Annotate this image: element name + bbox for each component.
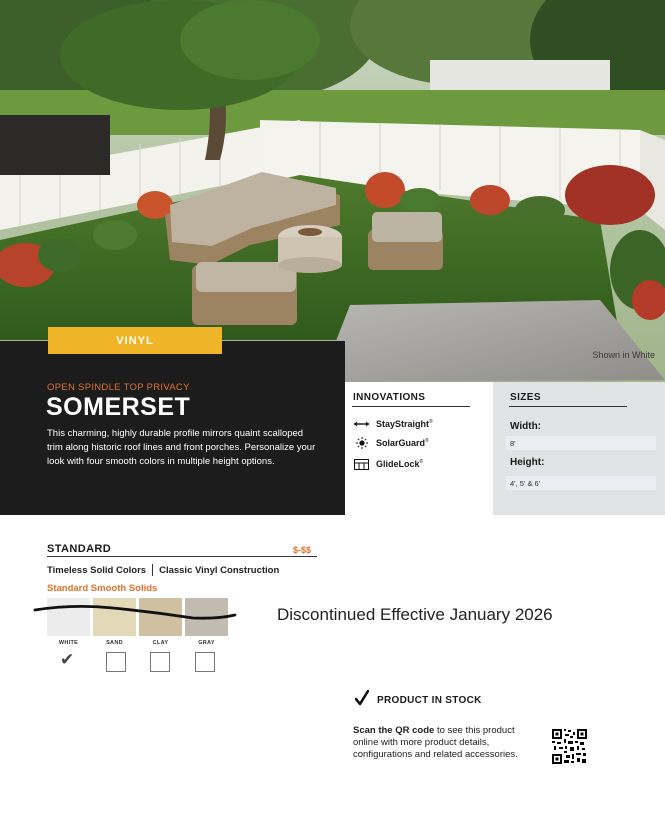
price-range: $-$$ <box>293 545 312 555</box>
product-description: This charming, highly durable profile mirrors quaint scalloped trim along historic roof lines and front porches. Personalize your look with four smooth colors in multiple height options. <box>47 428 316 467</box>
lock-rail-icon <box>353 458 370 470</box>
innovation-solarguard <box>353 437 429 449</box>
innovation-staystraight <box>353 418 433 430</box>
subtitle-separator <box>152 564 153 576</box>
height-label: Height: <box>510 457 545 468</box>
registered-mark: ® <box>419 459 424 465</box>
sizes-title: SIZES <box>510 392 541 403</box>
shown-in-caption: Shown in White <box>592 350 655 360</box>
standard-divider <box>47 556 317 557</box>
discontinued-notice: Discontinued Effective January 2026 <box>277 605 553 624</box>
sizes-divider <box>509 406 627 407</box>
checkmark-icon <box>355 690 369 711</box>
product-in-stock <box>355 690 482 711</box>
double-arrow-icon <box>353 418 370 430</box>
product-eyebrow: OPEN SPINDLE TOP PRIVACY <box>47 382 190 393</box>
backyard-scene-image <box>0 0 665 382</box>
innovation-label: SolarGuard <box>376 438 426 448</box>
standard-title: STANDARD <box>47 543 112 555</box>
handwritten-strike-line <box>33 598 238 622</box>
sand-checkbox[interactable] <box>106 652 126 672</box>
innovation-glidelock <box>353 458 423 470</box>
swatch-label-clay: CLAY <box>152 640 169 646</box>
material-badge: VINYL <box>48 327 222 354</box>
swatch-label-white: WHITE <box>58 640 79 646</box>
clay-checkbox[interactable] <box>150 652 170 672</box>
swatch-label-sand: SAND <box>106 640 123 646</box>
innovations-title: INNOVATIONS <box>353 392 426 403</box>
white-selected-checkmark[interactable]: ✔ <box>60 650 75 669</box>
qr-code-icon[interactable] <box>552 729 587 764</box>
innovation-label: GlideLock <box>376 459 420 469</box>
height-value: 4', 5' & 6' <box>506 476 656 490</box>
standard-subtitle <box>47 564 279 576</box>
product-title: SOMERSET <box>46 393 191 421</box>
gray-checkbox[interactable] <box>195 652 215 672</box>
innovation-label: StayStraight <box>376 419 430 429</box>
swatch-label-gray: GRAY <box>198 640 215 646</box>
sun-icon <box>353 437 370 449</box>
width-value: 8' <box>506 436 656 450</box>
standard-subtitle-right: Classic Vinyl Construction <box>159 564 280 576</box>
hero-photo <box>0 0 665 382</box>
registered-mark: ® <box>425 438 429 444</box>
registered-mark: ® <box>429 419 433 425</box>
qr-instructions-bold: Scan the QR code <box>353 725 435 736</box>
qr-instructions <box>353 725 523 761</box>
standard-subtitle-left: Timeless Solid Colors <box>47 564 147 576</box>
in-stock-label: PRODUCT IN STOCK <box>377 695 482 706</box>
smooth-solids-label: Standard Smooth Solids <box>47 583 158 594</box>
width-label: Width: <box>510 421 542 432</box>
qr-instructions-rest: to see this product online with more product details, configurations and related accessories. <box>353 725 518 760</box>
innovations-divider <box>352 406 470 407</box>
